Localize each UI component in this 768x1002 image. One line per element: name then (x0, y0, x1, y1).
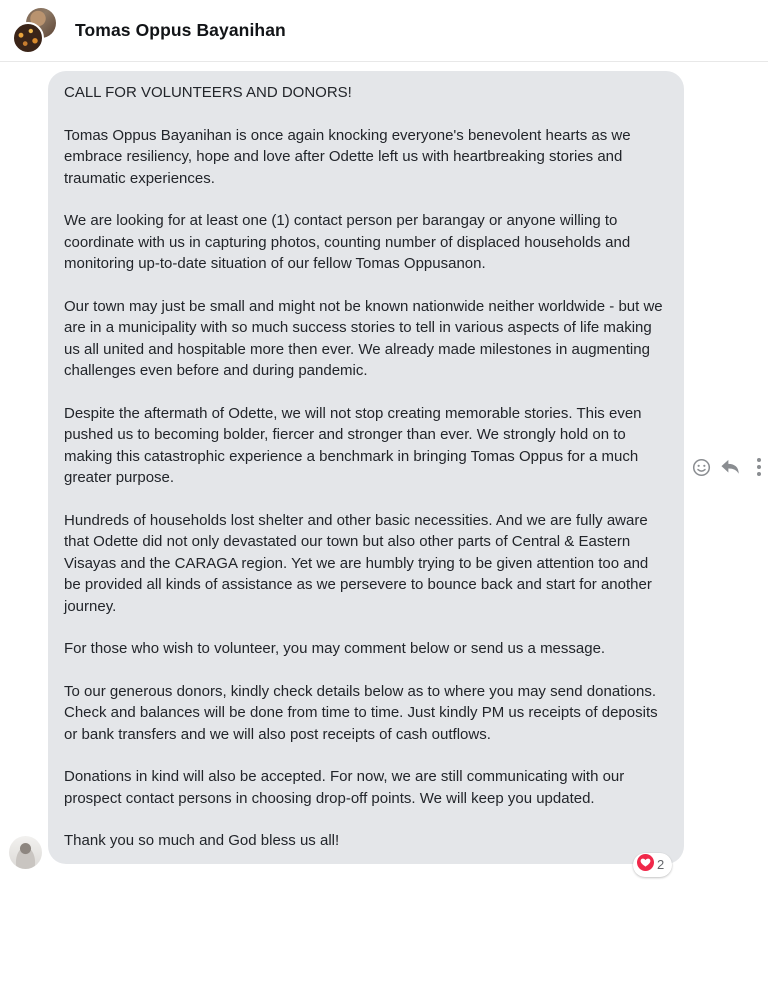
message-paragraph: Despite the aftermath of Odette, we will not stop creating memorable stories. This even pushed us to becoming bolder, fiercer and stronger than ever. We strongly hold on to making this catastrophic experience a benchmark in bringing Tomas Oppus for a much greater purpose. (64, 404, 642, 486)
message-paragraph: Our town may just be small and might not be known nationwide neither worldwide - but we are in a municipality with so much success stories to tell in various aspects of life making us all united and hospitable more then ever. We already made milestones in augmenting challenges even before and during pandemic. (64, 297, 663, 379)
reply-arrow-icon[interactable] (720, 457, 740, 477)
reaction-badge[interactable] (633, 853, 672, 877)
group-avatar-photo-2 (12, 22, 44, 54)
message-row (0, 71, 768, 872)
conversation-title[interactable]: Tomas Oppus Bayanihan (75, 20, 286, 40)
message-paragraph: Thank you so much and God bless us all! (64, 832, 340, 849)
reaction-count: 2 (657, 857, 665, 872)
heart-reaction-icon (637, 854, 654, 876)
message-hover-actions (691, 457, 768, 477)
react-smiley-icon[interactable] (691, 457, 711, 477)
more-options-icon[interactable] (749, 457, 768, 477)
message-bubble[interactable] (48, 71, 684, 864)
group-avatar[interactable] (12, 8, 58, 54)
message-area (0, 62, 768, 872)
message-paragraph: Tomas Oppus Bayanihan is once again knocking everyone's benevolent hearts as we embrace resiliency, hope and love after Odette left us with heartbreaking stories and traumatic experiences. (64, 126, 631, 187)
message-paragraph: CALL FOR VOLUNTEERS AND DONORS! (64, 84, 352, 101)
message-paragraph: To our generous donors, kindly check details below as to where you may send donations. Check and balances will be done from time to time. Just kindly PM us receipts of deposits or bank transfers and we will also post receipts of cash outflows. (64, 682, 658, 743)
message-paragraph: Hundreds of households lost shelter and other basic necessities. And we are fully aware that Odette did not only devastated our town but also other parts of Central & Eastern Visayas and the CARAGA region. Yet we are humbly trying to be given attention too and be provided all kinds of assistance as we persevere to bounce back and start for another journey. (64, 511, 652, 615)
conversation-header (0, 0, 768, 62)
sender-avatar[interactable] (9, 836, 42, 869)
message-paragraph: For those who wish to volunteer, you may comment below or send us a message. (64, 640, 606, 657)
message-paragraph: Donations in kind will also be accepted. For now, we are still communicating with our prospect contact persons in choosing drop-off points. We will keep you updated. (64, 768, 625, 807)
message-paragraph: We are looking for at least one (1) contact person per barangay or anyone willing to coordinate with us in capturing photos, counting number of displaced households and monitoring up-to-date situation of our fellow Tomas Oppusanon. (64, 212, 631, 272)
